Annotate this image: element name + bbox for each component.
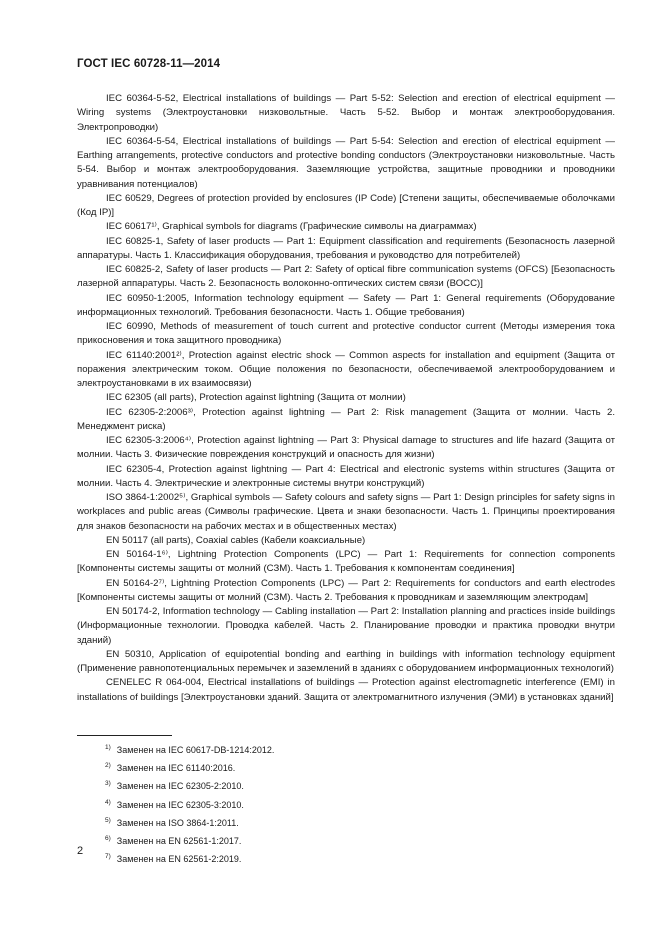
- page-number: 2: [77, 845, 84, 857]
- footnote-text: Заменен на ISO 3864-1:2011.: [116, 817, 239, 828]
- reference-entry: CENELEC R 064-004, Electrical installations of buildings — Protection against electromagnetic interference (EMI) in installations of buildings [Электроустановки зданий. Защита от электромагнитного излучения (ЭМИ) в установках зданий]: [77, 677, 615, 703]
- reference-entry: EN 50174-2, Information technology — Cabling installation — Part 2: Installation planning and practices inside buildings (Информационные технологии. Проводка кабелей. Часть 2. Планирование проводки и практика проводки внутри зданий): [77, 606, 615, 646]
- footnote-text: Заменен на IEC 61140:2016.: [116, 763, 236, 774]
- reference-entry: IEC 60990, Methods of measurement of touch current and protective conductor current (Методы измерения тока прикосновения и тока защитного проводника): [77, 321, 615, 347]
- footnote-mark: 4): [105, 798, 111, 806]
- footnote-text: Заменен на IEC 62305-2:2010.: [116, 781, 244, 792]
- footnotes-list: [105, 740, 605, 867]
- footnote-text: Заменен на IEC 60617-DB-1214:2012.: [116, 745, 275, 755]
- footnote-mark: 6): [105, 835, 111, 843]
- footnote: [105, 813, 605, 831]
- reference-entry: EN 50164-1⁶⁾, Lightning Protection Components (LPC) — Part 1: Requirements for connection components [Компоненты системы защиты от молний (СЗМ). Часть 1. Требования к компонентам соединения]: [77, 549, 615, 575]
- reference-entry: IEC 62305-2:2006³⁾, Protection against lightning — Part 2: Risk management (Защита от молнии. Часть 2. Менеджмент риска): [77, 406, 615, 432]
- normative-references-list: [77, 92, 615, 705]
- reference-entry: IEC 62305 (all parts), Protection against lightning (Защита от молнии): [106, 392, 406, 404]
- reference-entry: IEC 60529, Degrees of protection provided by enclosures (IP Code) [Степени защиты, обеспечиваемые оболочками (Код IP)]: [77, 192, 615, 218]
- footnote: [105, 849, 605, 867]
- footnote: [105, 831, 605, 849]
- footnote: [105, 776, 605, 794]
- reference-entry: EN 50310, Application of equipotential bonding and earthing in buildings with information technology equipment (Применение равнопотенциальных перемычек и заземлений в зданиях с оборудованием информационных технологий): [77, 648, 615, 674]
- reference-entry: IEC 62305-4, Protection against lightning — Part 4: Electrical and electronic systems within structures (Защита от молнии. Часть 4. Электрические и электронные системы внутри конструкций): [77, 463, 615, 489]
- footnote-mark: 5): [105, 816, 111, 824]
- reference-entry: IEC 60617¹⁾, Graphical symbols for diagrams (Графические символы на диаграммах): [106, 221, 477, 233]
- footnote-mark: 3): [105, 780, 111, 788]
- reference-entry: IEC 60950-1:2005, Information technology equipment — Safety — Part 1: General requirements (Оборудование информационных технологий. Требования безопасности. Часть 1. Общие требования): [77, 292, 615, 318]
- reference-entry: IEC 61140:2001²⁾, Protection against electric shock — Common aspects for installation and equipment (Защита от поражения электрическим током. Общие положения по безопасности, обеспечиваемой электрооборудованием и электроустановками в их взаимосвязи): [77, 349, 615, 389]
- reference-entry: IEC 60364-5-52, Electrical installations of buildings — Part 5-52: Selection and erection of electrical equipment — Wiring systems (Электроустановки низковольтные. Часть 5-52. Выбор и монтаж электрооборудования. Электропроводки): [77, 93, 615, 133]
- footnote: [105, 740, 605, 758]
- footnote-mark: 7): [105, 853, 111, 861]
- document-header: ГОСТ IEC 60728-11—2014: [77, 58, 221, 70]
- reference-entry: EN 50117 (all parts), Coaxial cables (Кабели коаксиальные): [106, 534, 366, 546]
- reference-entry: IEC 62305-3:2006⁴⁾, Protection against lightning — Part 3: Physical damage to structures and life hazard (Защита от молнии. Часть 3. Физические повреждения конструкций и опасность для жизни): [77, 435, 615, 461]
- footnote-mark: 2): [105, 762, 111, 770]
- reference-entry: ISO 3864-1:2002⁵⁾, Graphical symbols — Safety colours and safety signs — Part 1: Design principles for safety signs in workplaces and public areas (Символы графические. Цвета и знаки безопасности. Часть 1. Принципы проектирования для знаков безопасности на рабочих местах и в общественных местах): [77, 492, 615, 532]
- footnote-text: Заменен на EN 62561-2:2019.: [116, 854, 242, 865]
- footnote-divider: [77, 735, 172, 736]
- reference-entry: IEC 60825-1, Safety of laser products — Part 1: Equipment classification and requirements (Безопасность лазерной аппаратуры. Часть 1. Классификация оборудования, требования и руководство для потребителей): [77, 235, 615, 261]
- footnote-text: Заменен на IEC 62305-3:2010.: [116, 799, 244, 810]
- reference-entry: EN 50164-2⁷⁾, Lightning Protection Components (LPC) — Part 2: Requirements for conductors and earth electrodes [Компоненты системы защиты от молний (СЗМ). Часть 2. Требования к проводникам и заземляющим электродам]: [77, 577, 615, 603]
- footnote-text: Заменен на EN 62561-1:2017.: [116, 836, 242, 847]
- reference-entry: IEC 60825-2, Safety of laser products — Part 2: Safety of optical fibre communication systems (OFCS) [Безопасность лазерной аппаратуры. Часть 2. Безопасность волоконно-оптических систем связи (ВОСС)]: [77, 264, 615, 290]
- footnote: [105, 758, 605, 776]
- footnote-mark: 1): [105, 744, 111, 751]
- footnote: [105, 795, 605, 813]
- reference-entry: IEC 60364-5-54, Electrical installations of buildings — Part 5-54: Selection and erection of electrical equipment — Earthing arrangements, protective conductors and protective bonding conductors (Электроустановки низковольтные. Часть 5-54. Выбор и монтаж электрооборудования. Заземляющие устройства, защитные проводники и проводники уравнивания потенциалов): [77, 135, 615, 190]
